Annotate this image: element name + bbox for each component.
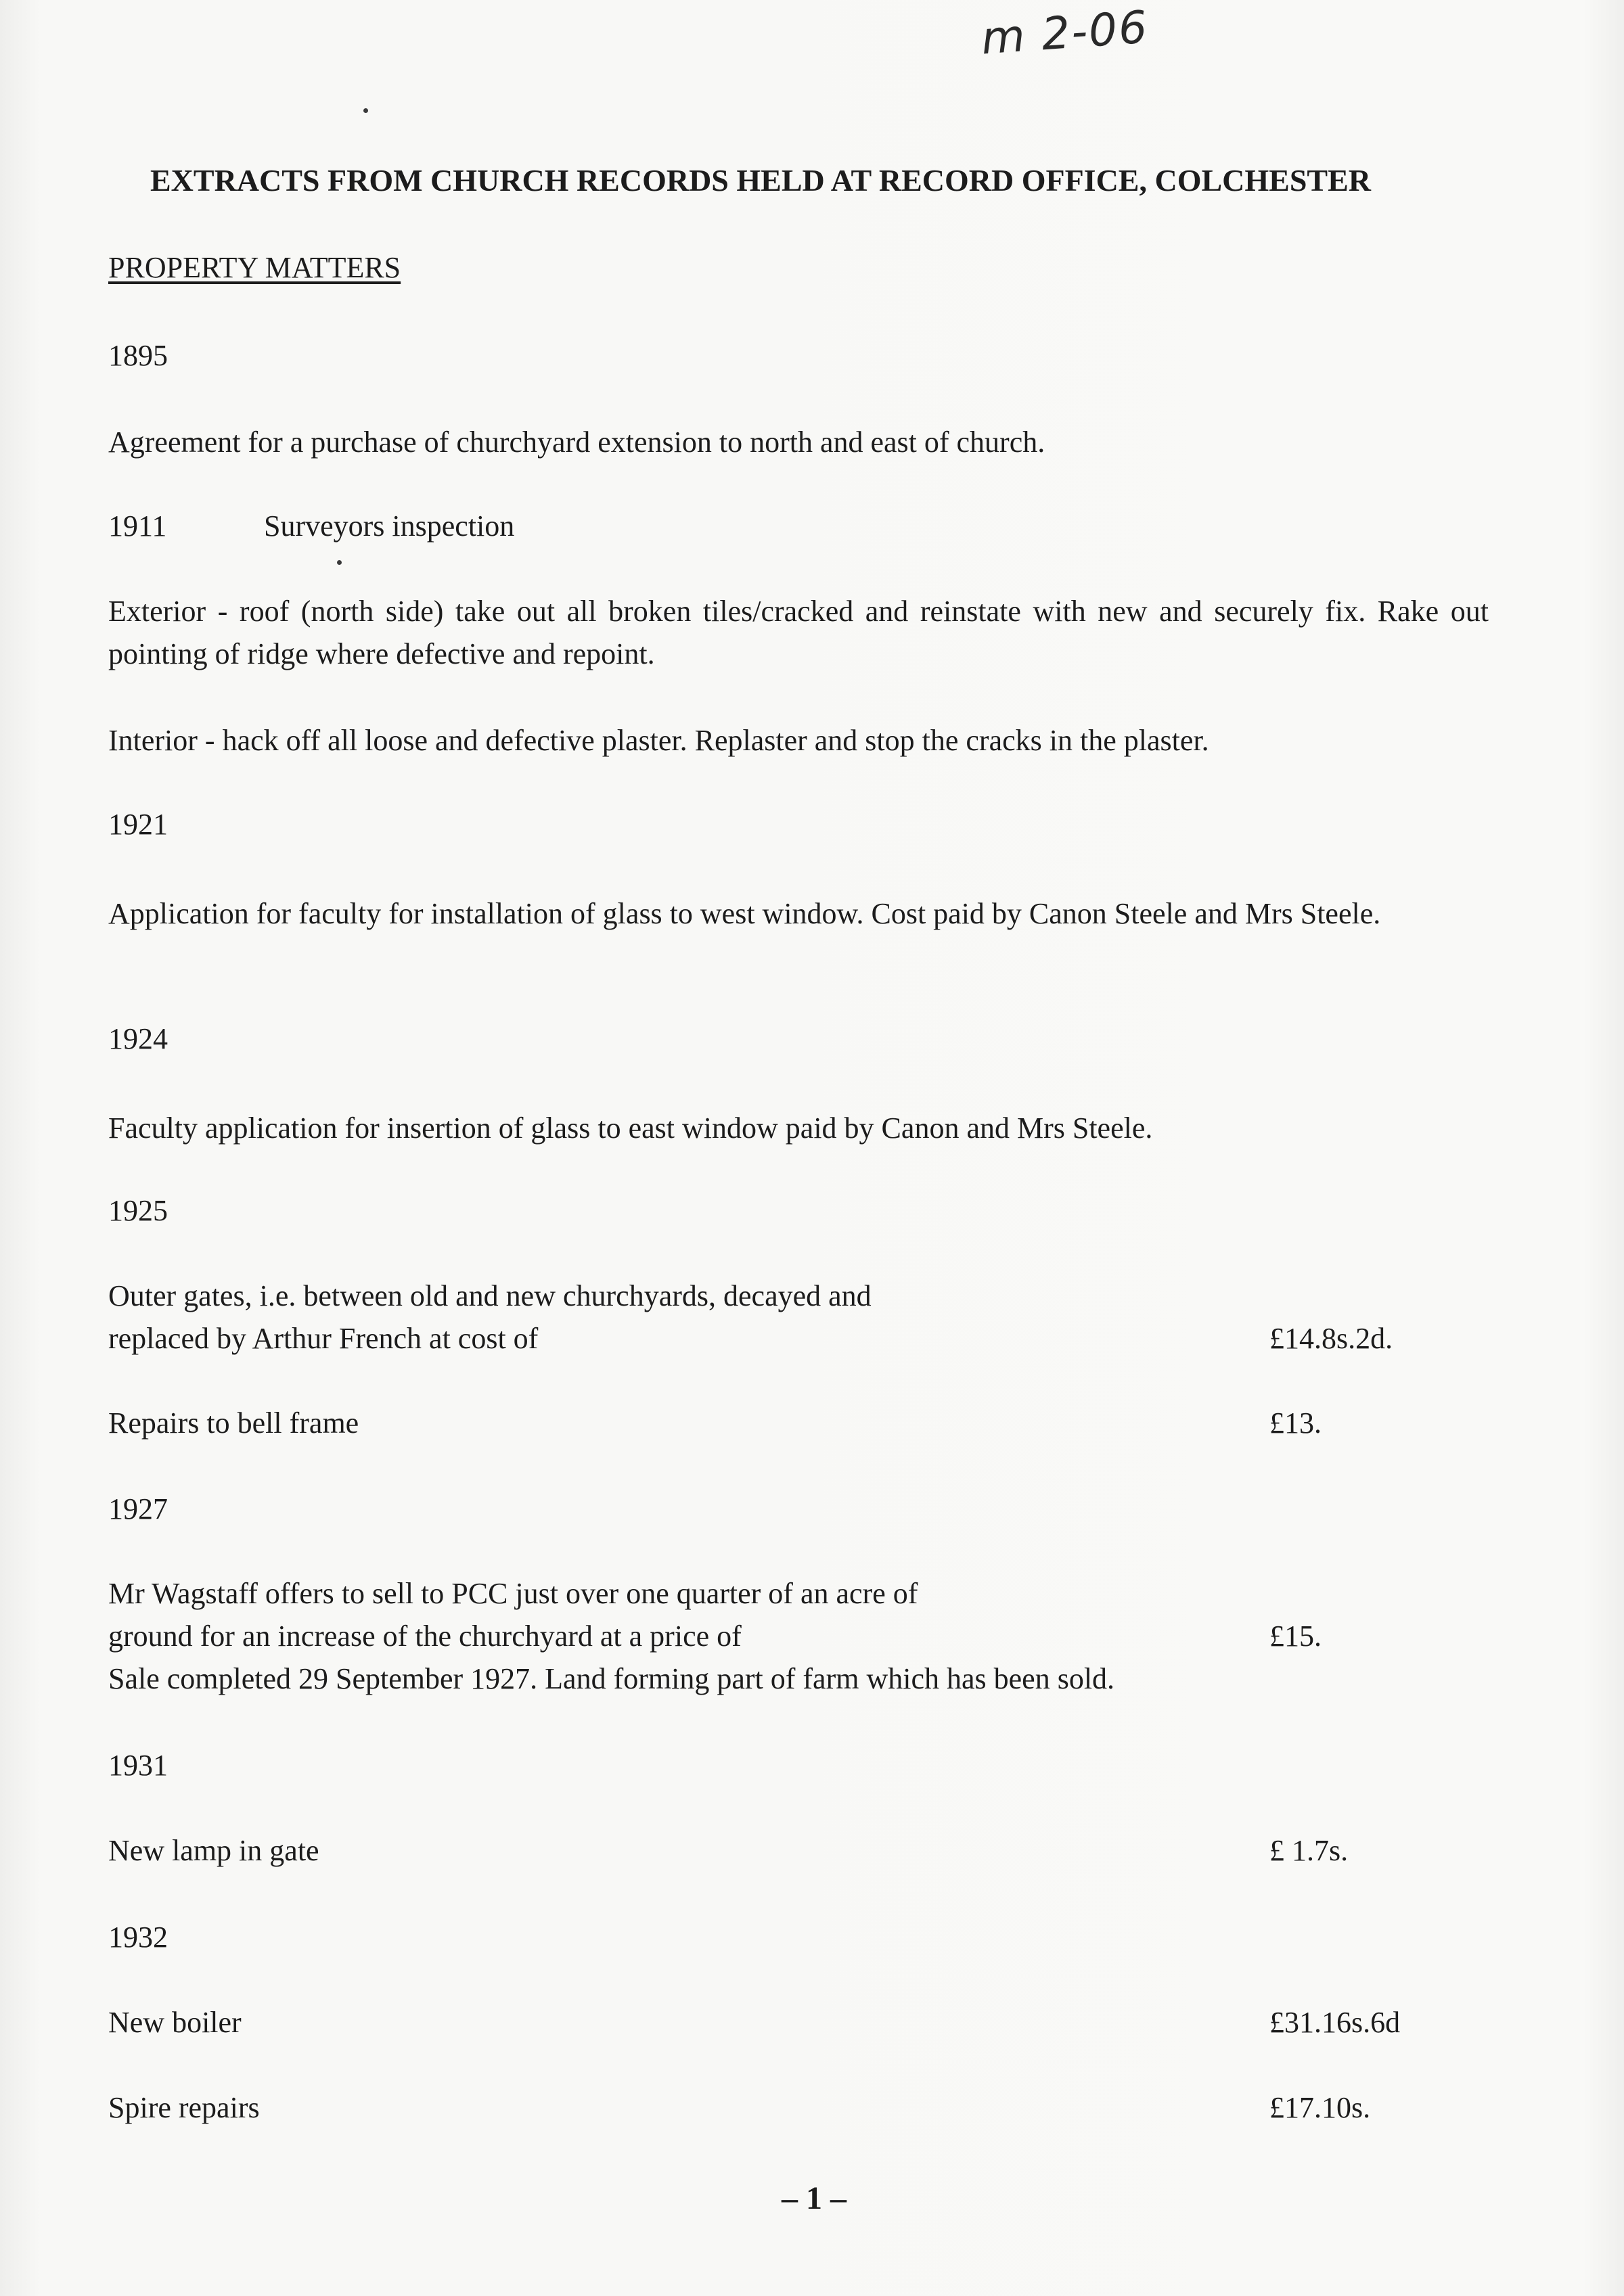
handwritten-reference: m 2-06 [979,1,1150,65]
year-1895: 1895 [108,339,168,372]
entry-1925-gates-line1: Outer gates, i.e. between old and new churchyards, decayed and [108,1279,872,1312]
paper-speck [363,108,368,113]
year-1927: 1927 [108,1492,168,1525]
entry-1932-spire-text: Spire repairs [108,2091,260,2124]
entry-1932-spire-amount: £17.10s. [1269,2091,1371,2124]
entry-1932-boiler-text: New boiler [108,2006,242,2039]
entry-1911-exterior: Exterior - roof (north side) take out all broken tiles/cracked and reinstate with new and securely fix. Rake out pointing of ridge where defective and repoint. [108,595,1489,670]
entry-1932-boiler-amount: £31.16s.6d [1269,2006,1401,2039]
year-1921: 1921 [108,808,168,841]
year-1931: 1931 [108,1749,168,1782]
entry-1925-bell-amount: £13. [1269,1406,1322,1440]
entry-1925-bell-text: Repairs to bell frame [108,1406,359,1440]
entry-1927-line3: Sale completed 29 September 1927. Land forming part of farm which has been sold. [108,1662,1115,1695]
entry-1911-subtitle: Surveyors inspection [264,509,515,543]
entry-1931-text: New lamp in gate [108,1834,319,1867]
entry-1927-line1: Mr Wagstaff offers to sell to PCC just over one quarter of an acre of [108,1577,918,1610]
entry-1911-interior: Interior - hack off all loose and defective plaster. Replaster and stop the cracks in the plaster. [108,724,1209,757]
page-number: – 1 – [782,2180,847,2216]
document-title: EXTRACTS FROM CHURCH RECORDS HELD AT RECORD OFFICE, COLCHESTER [150,163,1372,198]
paper-speck [337,560,342,565]
entry-1921-text: Application for faculty for installation of glass to west window. Cost paid by Canon Steele and Mrs Steele. [108,897,1381,930]
year-1932: 1932 [108,1921,168,1954]
entry-1931-amount: £ 1.7s. [1269,1834,1349,1867]
entry-1925-gates-amount: £14.8s.2d. [1269,1322,1393,1355]
entry-1927-line2: ground for an increase of the churchyard at a price of [108,1620,742,1653]
year-1911: 1911 [108,509,167,543]
year-1924: 1924 [108,1022,168,1055]
section-heading: PROPERTY MATTERS [108,251,401,284]
entry-1927-amount: £15. [1269,1620,1322,1653]
entry-1924-text: Faculty application for insertion of glass to east window paid by Canon and Mrs Steele. [108,1111,1153,1145]
entry-1925-gates-line2: replaced by Arthur French at cost of [108,1322,539,1355]
year-1925: 1925 [108,1194,168,1227]
entry-1895-text: Agreement for a purchase of churchyard extension to north and east of church. [108,426,1045,459]
